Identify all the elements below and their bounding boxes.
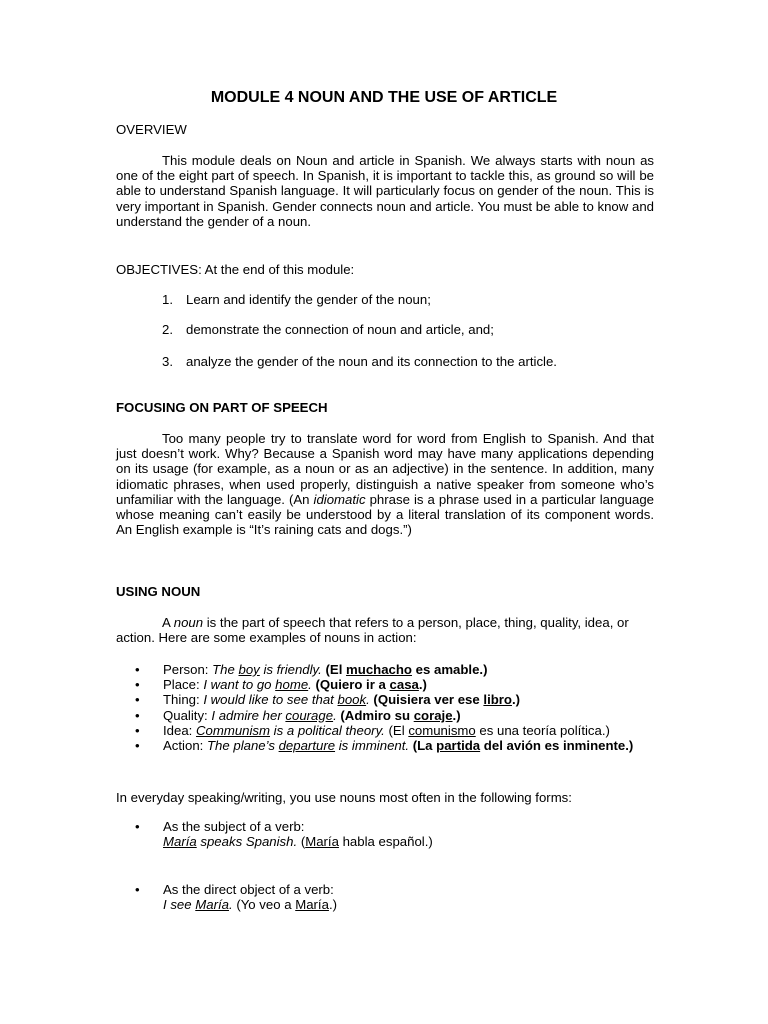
objective-item-2: 2. demonstrate the connection of noun and article, and; [162, 322, 494, 337]
form-subject: • As the subject of a verb: María speaks Spanish. (María habla español.) [135, 819, 655, 849]
overview-heading: OVERVIEW [116, 122, 187, 137]
noun-forms-intro: In everyday speaking/writing, you use nouns most often in the following forms: [116, 790, 572, 805]
objective-item-1: 1. Learn and identify the gender of the noun; [162, 292, 431, 307]
example-person: • Person: The boy is friendly. (El muchacho es amable.) [135, 662, 655, 677]
noun-forms-list-subject [135, 819, 655, 849]
noun-forms-list-object [135, 882, 655, 912]
example-place: • Place: I want to go home. (Quiero ir a casa.) [135, 677, 655, 692]
example-quality: • Quality: I admire her courage. (Admiro su coraje.) [135, 708, 655, 723]
objective-item-3: 3. analyze the gender of the noun and its connection to the article. [162, 354, 557, 369]
focusing-heading: FOCUSING ON PART OF SPEECH [116, 400, 328, 415]
noun-examples-list [135, 662, 655, 753]
overview-paragraph: This module deals on Noun and article in Spanish. We always starts with noun as one of the eight part of speech. In Spanish, it is important to tackle this, as ground so will be able to understand Spanish language. It will particularly focus on gender of the noun. This is very important in Spanish. Gender connects noun and article. You must be able to know and understand the gender of a noun. [116, 153, 654, 229]
using-noun-intro: A noun is the part of speech that refers to a person, place, thing, quality, idea, or action. Here are some examples of nouns in action: [116, 615, 629, 646]
form-object: • As the direct object of a verb: I see María. (Yo veo a María.) [135, 882, 655, 912]
page-title: MODULE 4 NOUN AND THE USE OF ARTICLE [210, 89, 558, 106]
focusing-paragraph: Too many people try to translate word for word from English to Spanish. And that just doesn’t work. Why? Because a Spanish word may have many applications depending on its usage (for example, as a noun or as an adjective) in the sentence. In addition, many idiomatic phrases, when used properly, distinguish a native speaker from someone who’s unfamiliar with the language. (An idiomatic phrase is a phrase used in a particular language whose meaning can’t easily be understood by a literal translation of its component words. An English example is “It’s raining cats and dogs.”) [116, 431, 654, 538]
example-idea: • Idea: Communism is a political theory. (El comunismo es una teoría política.) [135, 723, 655, 738]
example-action: • Action: The plane’s departure is imminent. (La partida del avión es inminente.) [135, 738, 655, 753]
example-thing: • Thing: I would like to see that book. (Quisiera ver ese libro.) [135, 692, 655, 707]
using-noun-heading: USING NOUN [116, 584, 201, 599]
objectives-heading: OBJECTIVES: At the end of this module: [116, 262, 355, 277]
